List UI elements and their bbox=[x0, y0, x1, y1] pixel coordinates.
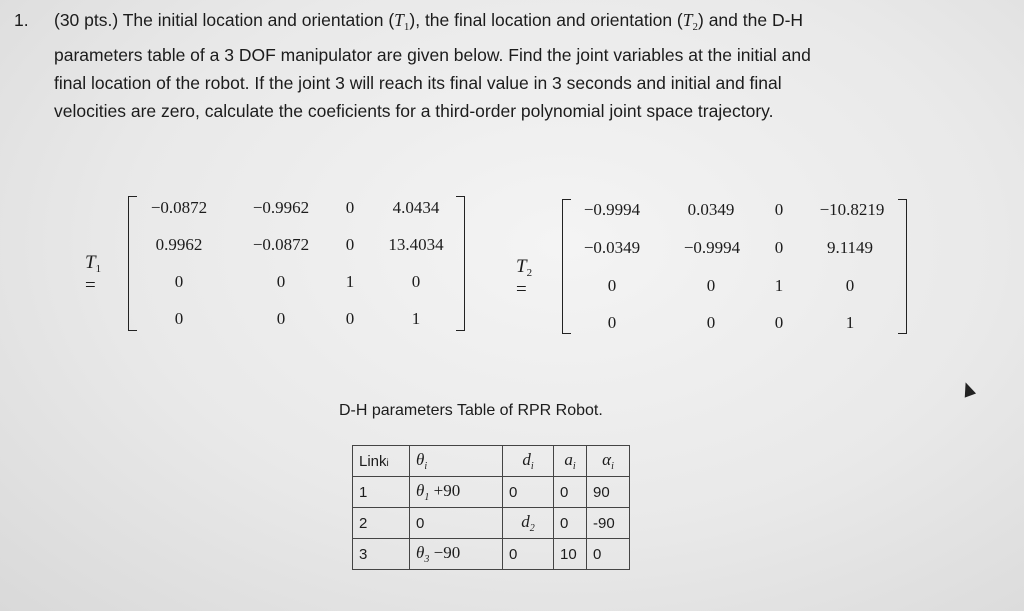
dh-header-d-sub: i bbox=[530, 461, 534, 472]
question-line-4: velocities are zero, calculate the coeficients for a third-order polynomial joint space trajectory. bbox=[54, 101, 774, 121]
t1-cell: 0 bbox=[345, 235, 355, 254]
dh-header-d bbox=[503, 446, 554, 477]
t1-cell: 0.9962 bbox=[155, 235, 203, 254]
dh-header-link-text: Link bbox=[359, 452, 387, 470]
dh-cell-a: 0 bbox=[554, 477, 587, 508]
matrix-t2-label bbox=[516, 256, 532, 301]
t1-cell: 0 bbox=[276, 309, 286, 328]
dh-theta-sub: 3 bbox=[424, 554, 430, 565]
dh-header-alpha-symbol: α bbox=[602, 450, 612, 469]
dh-header-a-sub: i bbox=[572, 461, 576, 472]
dh-header-alpha bbox=[587, 446, 630, 477]
dh-d-symbol: d bbox=[521, 512, 530, 531]
t2-cell: 1 bbox=[774, 276, 784, 295]
t2-cell: −0.9994 bbox=[683, 238, 741, 257]
t2-cell: 1 bbox=[845, 313, 855, 332]
t2-cell: 9.1149 bbox=[826, 238, 874, 257]
t1-cell: 0 bbox=[345, 198, 355, 217]
dh-header-theta-symbol: θ bbox=[416, 450, 425, 469]
t2-cell: 0 bbox=[774, 200, 784, 219]
t1-inline bbox=[394, 10, 410, 33]
question-number: 1. bbox=[14, 10, 29, 30]
t1-cell: −0.9962 bbox=[252, 198, 310, 217]
mouse-pointer-icon bbox=[960, 380, 976, 397]
question-line-2: parameters table of a 3 DOF manipulator are given below. Find the joint variables at the initial and bbox=[54, 45, 811, 65]
matrix-t1-right-bracket bbox=[456, 196, 465, 331]
dh-header-a bbox=[554, 446, 587, 477]
dh-header-d-symbol: d bbox=[522, 450, 531, 469]
dh-cell-a: 10 bbox=[554, 539, 587, 570]
dh-theta-offset: −90 bbox=[429, 543, 461, 562]
t2-cell: 0 bbox=[706, 313, 716, 332]
dh-header-link bbox=[353, 446, 410, 477]
t1-sub: 1 bbox=[403, 21, 410, 33]
dh-cell-alpha: 0 bbox=[587, 539, 630, 570]
dh-cell-alpha: 90 bbox=[587, 477, 630, 508]
t2-cell: −0.9994 bbox=[583, 200, 641, 219]
dh-d-sub: 2 bbox=[529, 523, 535, 534]
t2-cell: 0 bbox=[774, 313, 784, 332]
t1-cell: 0 bbox=[174, 309, 184, 328]
matrix-t2-equals: = bbox=[516, 279, 527, 300]
matrix-t1-symbol: T bbox=[85, 252, 96, 273]
matrix-t2-symbol: T bbox=[516, 256, 527, 277]
t1-cell: 0 bbox=[345, 309, 355, 328]
dh-header-link-sub: i bbox=[386, 457, 389, 469]
t2-cell: 0.0349 bbox=[687, 200, 735, 219]
t2-cell: −0.0349 bbox=[583, 238, 641, 257]
t1-cell: 0 bbox=[174, 272, 184, 291]
dh-row-3 bbox=[353, 539, 630, 570]
dh-theta-symbol: θ bbox=[416, 543, 425, 562]
dh-cell-alpha: -90 bbox=[587, 508, 630, 539]
t2-cell: 0 bbox=[774, 238, 784, 257]
t2-cell: 0 bbox=[607, 313, 617, 332]
matrix-t1-label bbox=[85, 252, 101, 297]
dh-cell-d: 0 bbox=[503, 539, 554, 570]
t2-cell: 0 bbox=[607, 276, 617, 295]
line1-part-a: (30 pts.) The initial location and orientation ( bbox=[54, 10, 395, 30]
dh-cell-theta bbox=[410, 477, 503, 508]
t2-sub: 2 bbox=[692, 21, 698, 33]
dh-cell-link: 2 bbox=[353, 508, 410, 539]
t2-symbol: T bbox=[682, 10, 693, 30]
t2-cell: −10.8219 bbox=[819, 200, 885, 219]
t1-cell: 1 bbox=[411, 309, 421, 328]
dh-theta-symbol: θ bbox=[416, 481, 425, 500]
t1-cell: 4.0434 bbox=[392, 198, 440, 217]
dh-cell-d: 0 bbox=[503, 477, 554, 508]
dh-cell-a: 0 bbox=[554, 508, 587, 539]
dh-header-theta-sub: i bbox=[424, 461, 428, 472]
dh-cell-link: 3 bbox=[353, 539, 410, 570]
matrix-t1-left-bracket bbox=[128, 196, 137, 331]
line1-part-c: ) and the D-H bbox=[698, 10, 804, 30]
t2-inline bbox=[682, 10, 698, 33]
line1-part-b: ), the final location and orientation ( bbox=[409, 10, 683, 30]
question-line-1 bbox=[54, 6, 994, 41]
dh-table-caption: D-H parameters Table of RPR Robot. bbox=[339, 402, 603, 419]
dh-header-a-symbol: a bbox=[564, 450, 573, 469]
t2-cell: 0 bbox=[845, 276, 855, 295]
dh-header-row bbox=[353, 446, 630, 477]
matrix-t1-equals: = bbox=[85, 275, 96, 296]
question-body bbox=[54, 6, 994, 125]
matrix-t2-sub: 2 bbox=[526, 267, 533, 279]
t2-cell: 0 bbox=[706, 276, 716, 295]
t1-cell: 0 bbox=[276, 272, 286, 291]
t1-cell: 1 bbox=[345, 272, 355, 291]
dh-theta-offset: +90 bbox=[429, 481, 461, 500]
dh-cell-d bbox=[503, 508, 554, 539]
dh-cell-link: 1 bbox=[353, 477, 410, 508]
matrix-t1-sub: 1 bbox=[95, 263, 102, 275]
question-line-3: final location of the robot. If the joint 3 will reach its final value in 3 seconds and initial and final bbox=[54, 73, 782, 93]
t1-symbol: T bbox=[394, 10, 404, 30]
dh-parameters-table bbox=[352, 445, 630, 570]
dh-row-1 bbox=[353, 477, 630, 508]
t1-cell: 13.4034 bbox=[388, 235, 444, 254]
t1-cell: −0.0872 bbox=[252, 235, 310, 254]
dh-cell-theta bbox=[410, 539, 503, 570]
t1-cell: 0 bbox=[411, 272, 421, 291]
dh-row-2 bbox=[353, 508, 630, 539]
dh-cell-theta: 0 bbox=[410, 508, 503, 539]
dh-header-alpha-sub: i bbox=[611, 461, 614, 472]
dh-header-theta bbox=[410, 446, 503, 477]
dh-theta-sub: 1 bbox=[424, 492, 430, 503]
t1-cell: −0.0872 bbox=[150, 198, 208, 217]
